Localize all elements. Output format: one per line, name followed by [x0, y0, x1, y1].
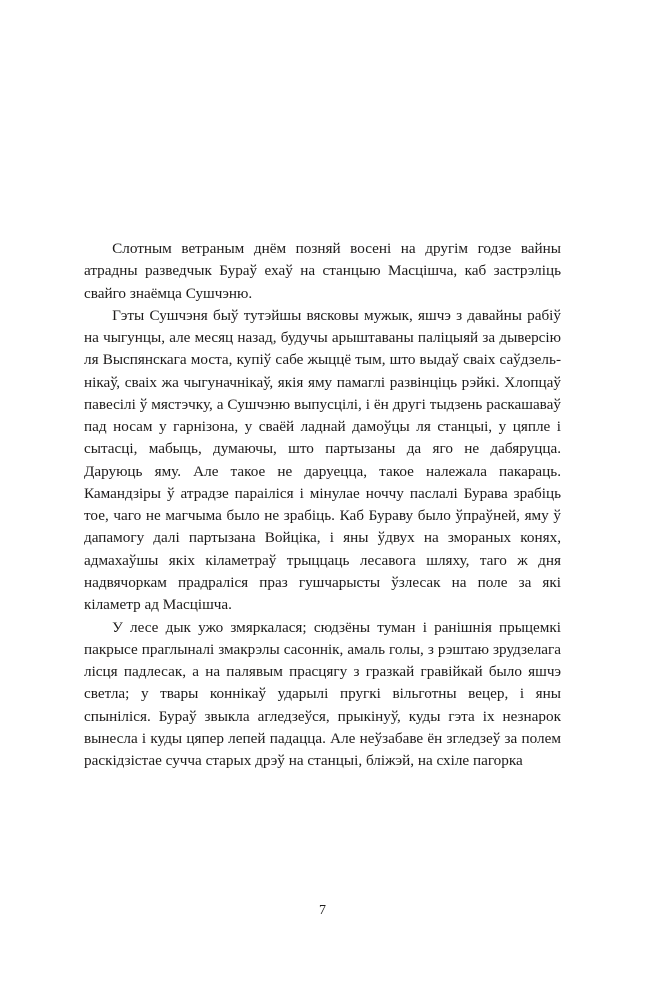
paragraph: Слотным ветраным днём позняй восені на другім годзе вайны атрадны разведчык Бураў ехаў на станцыю Масцішча, каб застрэліць свайго знаёмца Сушчэню.	[84, 240, 561, 302]
paragraph: Гэты Сушчэня быў тутэйшы вясковы мужык, яшчэ з давайны рабіў на чыгунцы, але месяц назад, будучы арыштаваны паліцыяй за дыверсію ля Выспянскага моста, купіў сабе жыццё тым, што выдаў сваіх саўдзельнікаў, сваіх жа чыгуначнікаў, якія яму памаглі развінціць рэйкі. Хлопцаў павесілі ў мястэчку, а Сушчэню выпусцілі, і ён другі тыдзень раскашаваў пад носам у гарнізона, у сваёй ладнай дамоўцы ля станцыі, у цяпле і сытасці, мабыць, думаючы, што партызаны да яго не дабяруцца. Даруюць яму. Але такое не даруецца, такое належала пакараць. Камандзіры ў атрадзе параіліся і мінулае ноччу паслалі Бурава зрабіць тое, чаго не магчыма было не зрабіць. Каб Бураву было ўпраўней, яму ў дапамогу далі партызана Войціка, і яны ўдвух на змораных конях, адмахаўшы якіх кіламетраў трыццаць лесавога шляху, таго ж дня надвячоркам прадраліся праз гушчарысты ўзлесак на поле за які кіламетр ад Масцішча.	[84, 306, 561, 614]
page-body	[84, 238, 561, 772]
page-number: 7	[319, 903, 326, 918]
paragraph: У лесе дык ужо змяркалася; сюдзёны туман і ранішнія прыцемкі пакрысе праглыналі змакрэлы сасоннік, амаль голы, з рэштаю зрудзелага лісця падлесак, а на палявым прасцягу з гразкай гравійкай было яшчэ светла; у твары коннікаў ударылі пругкі вільготны вецер, і яны спыніліся. Бураў звыкла агледзеўся, прыкінуў, куды гэта іх незнарок вынесла і куды цяпер лепей падацца. Але неўзабаве ён згледзеў за полем раскідзістае сучча старых дрэў на станцыі, бліжэй, на схіле пагорка	[84, 618, 561, 770]
